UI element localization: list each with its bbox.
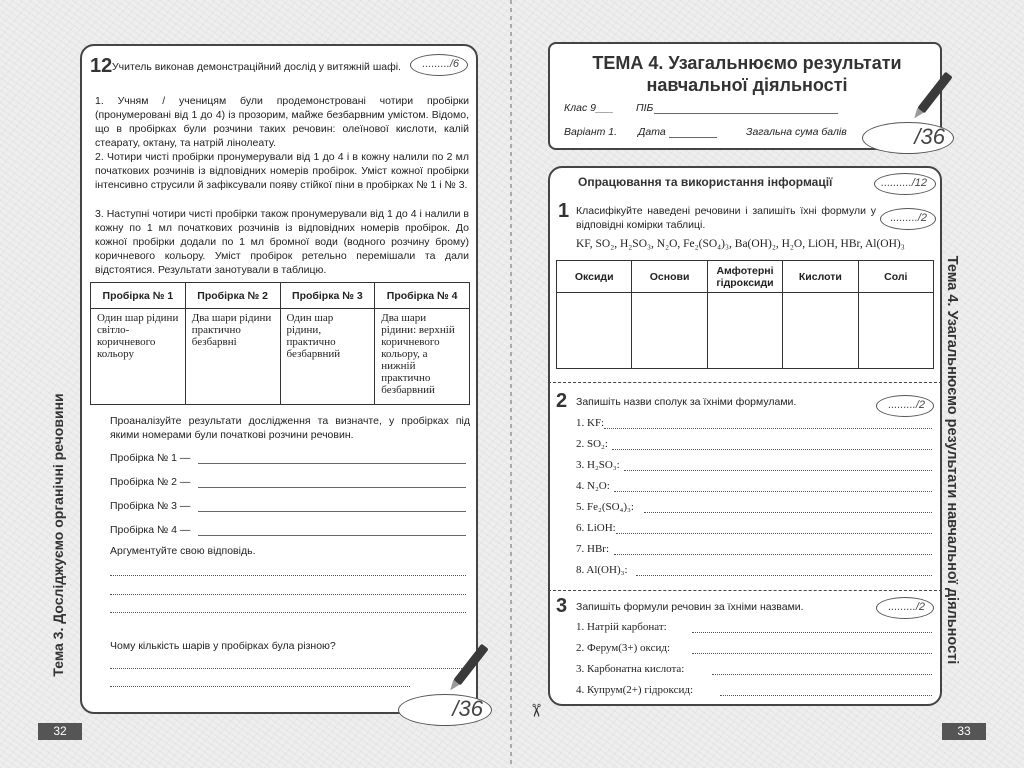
page-number-left: 32 [38, 723, 82, 740]
table-cell: Два шари рідини практично безбарвні [185, 309, 280, 405]
side-title-left: Тема 3. Досліджуємо органічні речовини [50, 393, 66, 677]
class-header: Солі [858, 261, 933, 293]
task3-item: 2. Ферум(3+) оксид: [576, 642, 671, 654]
task2-answer-line[interactable] [636, 575, 932, 576]
procedure-item-2: 2. Чотири чисті пробірки пронумерували від 1 до 4 і в кожну налили по 2 мл початкових розчинів із відповідних номерів пробірок. Уміст кожної пробірки інтенсивно струсили й зафіксували появу стійкої піни в пробірках № 1 і № 3. [95, 151, 469, 191]
task2-item: 8. Al(OH)₃: [576, 564, 628, 576]
answer-row-label: Пробірка № 2 — [110, 476, 191, 488]
total-score-value: /36 [452, 696, 483, 721]
task3-item: 3. Карбонатна кислота: [576, 663, 685, 675]
task2-answer-line[interactable] [612, 449, 932, 450]
task1-score: ........./2 [880, 208, 936, 230]
table-cell: Два шари рідини: верхній коричневого кольору, а нижній практично безбарвний [375, 309, 470, 405]
right-page [512, 0, 1024, 768]
layers-answer-line[interactable] [110, 686, 410, 687]
task3-text: Запишіть формули речовин за їхніми назвами. [576, 601, 804, 613]
task2-item: 6. LiOH: [576, 522, 616, 534]
section-title: Опрацювання та використання інформації [578, 175, 833, 189]
side-title-right: Тема 4. Узагальнюємо результати навчальної діяльності [944, 255, 960, 665]
table-cell: Один шар рідини, практично безбарвний [280, 309, 375, 405]
table-cell: Один шар рідини світло-коричневого кольору [91, 309, 186, 405]
header-total-score-value: /36 [914, 124, 945, 149]
classification-table [556, 260, 934, 369]
task2-answer-line[interactable] [614, 554, 932, 555]
section-divider [548, 382, 942, 383]
task-score: ........./6 [410, 54, 468, 76]
argue-line[interactable] [110, 575, 466, 576]
class-cell[interactable] [557, 293, 632, 369]
table-header: Пробірка № 2 [185, 283, 280, 309]
total-score [398, 694, 492, 726]
task2-score: ........./2 [876, 395, 934, 417]
answer-line[interactable] [198, 535, 466, 536]
answer-line[interactable] [198, 487, 466, 488]
class-header: Кислоти [783, 261, 858, 293]
argue-line[interactable] [110, 594, 466, 595]
layers-question: Чому кількість шарів у пробірках була різною? [110, 640, 336, 652]
argue-text: Аргументуйте свою відповідь. [110, 545, 256, 557]
results-table [90, 282, 470, 405]
task3-score: ........./2 [876, 597, 934, 619]
task3-item: 1. Натрій карбонат: [576, 621, 667, 633]
class-label: Клас 9___ [564, 102, 614, 114]
answer-row-label: Пробірка № 3 — [110, 500, 191, 512]
task2-answer-line[interactable] [614, 491, 932, 492]
task2-item: 2. SO₂: [576, 438, 608, 450]
total-label: Загальна сума балів [746, 126, 847, 138]
argue-line[interactable] [110, 612, 466, 613]
task2-answer-line[interactable] [624, 470, 932, 471]
class-header: Оксиди [557, 261, 632, 293]
task-number: 12 [90, 55, 113, 77]
task-intro: Учитель виконав демонстраційний дослід у витяжній шафі. [112, 61, 401, 73]
date-field[interactable] [669, 137, 717, 138]
class-header: Амфотерні гідроксиди [707, 261, 782, 293]
task3-number: 3 [556, 595, 568, 617]
task1-text: Класифікуйте наведені речовини і запишіть їхні формули у відповідні комірки таблиці. [576, 205, 876, 231]
header-total-score [862, 122, 954, 154]
answer-line[interactable] [198, 463, 466, 464]
procedure-item-3: 3. Наступні чотири чисті пробірки також пронумерували від 1 до 4 і налили в кожну по 1 мл початкових розчинів із відповідних номерів пробірок. До кожної пробірки додали по 1 мл бромної води (водного розчину брому) коричневого кольору. Уміст пробірок ретельно перемішали та дали відстоятися. Результати занотували в таблицю. [95, 208, 469, 276]
variant-label: Варіант 1. [564, 126, 618, 138]
task3-item: 4. Купрум(2+) гідроксид: [576, 684, 694, 696]
task2-item: 3. H₂SO₃: [576, 459, 620, 471]
task3-answer-line[interactable] [720, 695, 932, 696]
answer-line[interactable] [198, 511, 466, 512]
class-header: Основи [632, 261, 707, 293]
class-cell[interactable] [707, 293, 782, 369]
table-header: Пробірка № 3 [280, 283, 375, 309]
section-divider [548, 590, 942, 591]
scissors-icon: ✂ [526, 702, 547, 719]
layers-answer-line[interactable] [110, 668, 466, 669]
task3-answer-line[interactable] [692, 632, 932, 633]
page-number-right: 33 [942, 723, 986, 740]
task1-number: 1 [558, 200, 570, 222]
task2-number: 2 [556, 390, 568, 412]
table-header: Пробірка № 1 [91, 283, 186, 309]
topic-title: ТЕМА 4. Узагальнюємо результати навчальної діяльності [592, 53, 902, 95]
table-header: Пробірка № 4 [375, 283, 470, 309]
class-cell[interactable] [858, 293, 933, 369]
name-field[interactable] [654, 113, 838, 114]
date-label: Дата [638, 126, 666, 138]
task2-item: 5. Fe₂(SO₄)₃: [576, 501, 634, 513]
task2-item: 1. KF: [576, 417, 605, 429]
answer-row-label: Пробірка № 4 — [110, 524, 191, 536]
class-cell[interactable] [783, 293, 858, 369]
answer-row-label: Пробірка № 1 — [110, 452, 191, 464]
task3-answer-line[interactable] [712, 674, 932, 675]
class-cell[interactable] [632, 293, 707, 369]
procedure-item-1: 1. Учням / ученицям були продемонстровані чотири пробірки (пронумеровані від 1 до 4) із прозорим, майже безбарвним умістом. Відомо, що в пробірках були розчини таких речовин: олеїнової кислоти, калій стеарату, октану, та натрій лінолеату. [95, 95, 469, 149]
task2-answer-line[interactable] [604, 428, 932, 429]
task2-answer-line[interactable] [616, 533, 932, 534]
task3-answer-line[interactable] [692, 653, 932, 654]
task2-answer-line[interactable] [644, 512, 932, 513]
analyze-text: Проаналізуйте результати дослідження та визначте, у пробірках під якими номерами були початкові розчини речовин. [110, 415, 470, 441]
section-score: ........../12 [874, 173, 936, 195]
formula-list: KF, SO₂, H₂SO₃, N₂O, Fe₂(SO₄)₃, Ba(OH)₂, H₂O, LiOH, HBr, Al(OH)₃ [576, 238, 905, 250]
name-label: ПІБ [636, 102, 654, 114]
task2-item: 4. N₂O: [576, 480, 610, 492]
task2-text: Запишіть назви сполук за їхніми формулами. [576, 396, 797, 408]
task2-item: 7. HBr: [576, 543, 609, 555]
